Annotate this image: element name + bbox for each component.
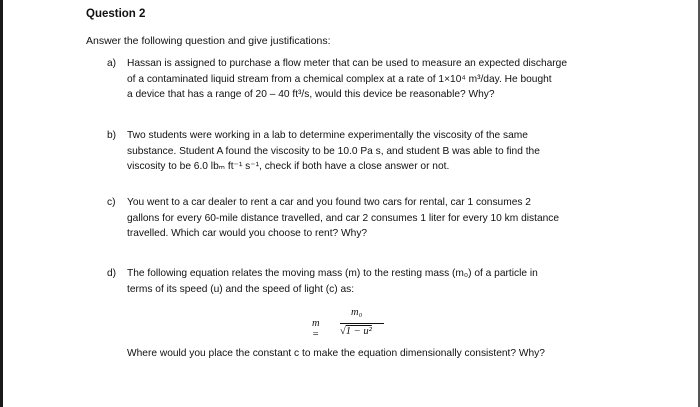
equation-lhs: m =: [312, 318, 320, 340]
question-d-line-2: terms of its speed (u) and the speed of light (c) as:: [127, 283, 355, 295]
equation-numerator: m₀: [351, 307, 363, 318]
square-root-symbol: √: [340, 326, 346, 337]
question-a-marker: a): [107, 58, 117, 69]
question-a-text: [127, 56, 627, 103]
final-question-text: Where would you place the constant c to make the equation dimensionally consistent? Why?: [127, 348, 545, 359]
question-title: Question 2: [86, 8, 146, 20]
question-a-line-1: Hassan is assigned to purchase a flow meter that can be used to measure an expected discharge: [127, 58, 568, 69]
question-c-line-3: travelled. Which car would you choose to rent? Why?: [127, 228, 368, 239]
question-c-marker: c): [107, 197, 116, 208]
question-d-line-1: The following equation relates the moving mass (m) to the resting mass (m₀) of a particle in: [127, 268, 538, 279]
question-c-line-1: You went to a car dealer to rent a car and you found two cars for rental, car 1 consumes 2: [127, 197, 531, 208]
question-d-text: [127, 266, 627, 297]
equation-denominator: [340, 326, 372, 337]
question-c-line-2: gallons for every 60-mile distance travelled, and car 2 consumes 1 liter for every 10 km distance: [127, 212, 560, 224]
question-b-line-3: viscosity to be 6.0 lbₘ ft⁻¹ s⁻¹, check if both have a close answer or not.: [127, 161, 450, 172]
question-b-line-2: substance. Student A found the viscosity to be 10.0 Pa s, and student B was able to find the: [127, 145, 540, 157]
instructions-text: Answer the following question and give justifications:: [86, 35, 331, 47]
question-a-line-3: a device that has a range of 20 – 40 ft³/s, would this device be reasonable? Why?: [127, 89, 495, 100]
question-b-marker: b): [107, 130, 117, 141]
question-c-text: [127, 195, 627, 242]
equation-radicand: 1 − u²: [345, 326, 372, 337]
question-a-line-2: of a contaminated liquid stream from a chemical complex at a rate of 1×10⁴ m³/day. He bought: [127, 73, 552, 85]
question-b-text: [127, 128, 627, 175]
fraction-bar: [340, 323, 384, 324]
question-b-line-1: Two students were working in a lab to determine experimentally the viscosity of the same: [127, 130, 528, 141]
question-d-marker: d): [107, 268, 117, 279]
